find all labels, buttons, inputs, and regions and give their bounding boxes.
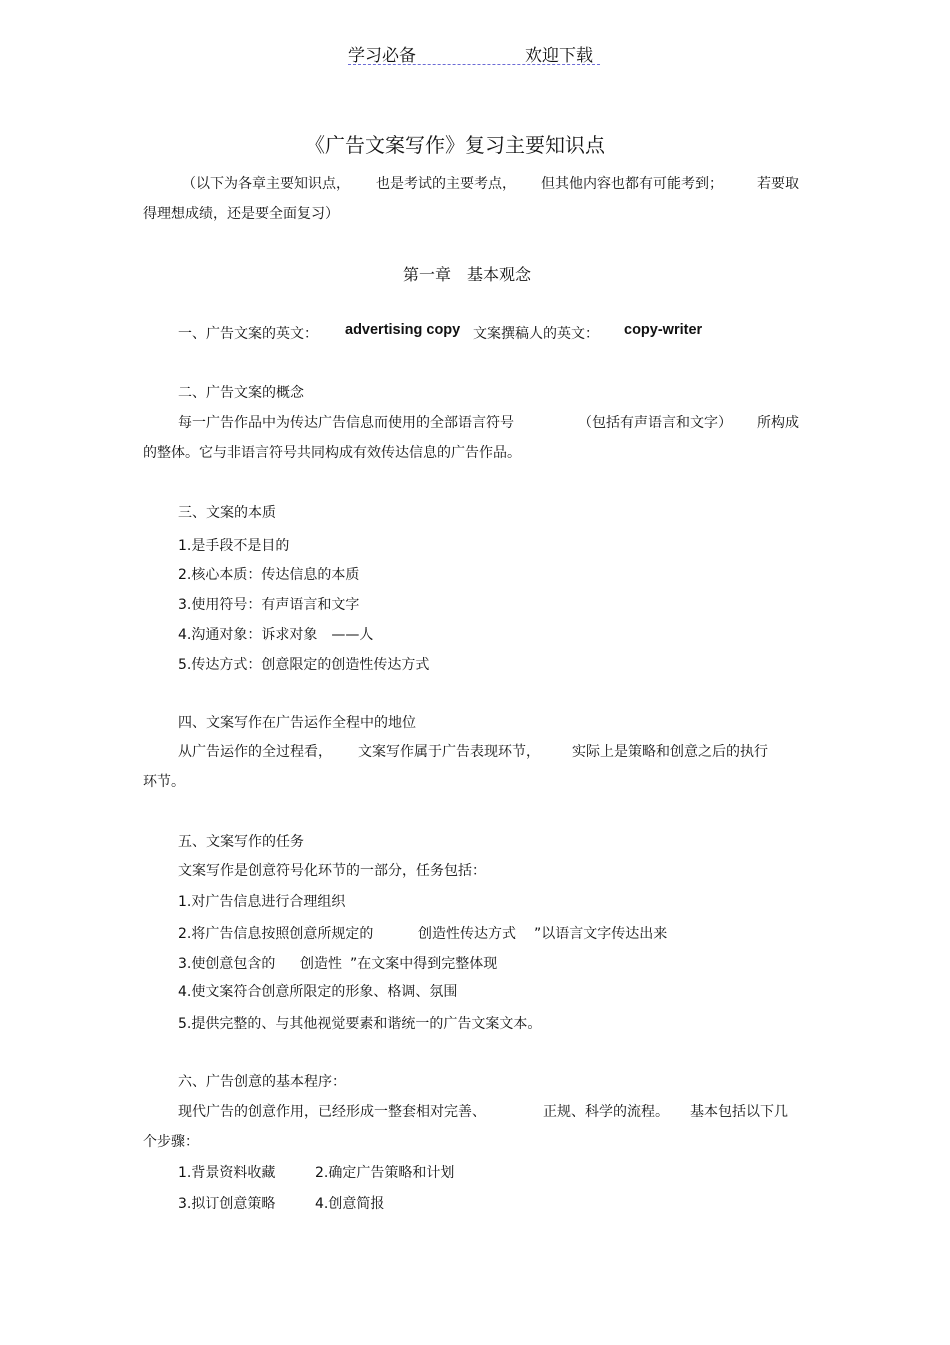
- s3-heading: 三、文案的本质: [178, 505, 276, 521]
- intro-line-2: 得理想成绩，还是要全面复习）: [143, 206, 339, 222]
- s5-item-4: 4.使文案符合创意所限定的形象、格调、氛围: [178, 984, 458, 1000]
- s6-para-part-1: 现代广告的创意作用，已经形成一整套相对完善、: [178, 1104, 486, 1120]
- document-title: 《广告文案写作》复习主要知识点: [305, 133, 605, 157]
- intro-part-3: 但其他内容也都有可能考到；: [541, 176, 723, 192]
- s5-heading: 五、文案写作的任务: [178, 834, 304, 850]
- s6-para-line-2: 个步骤：: [143, 1134, 199, 1150]
- s5-item-2-part-3: ”以语言文字传达出来: [534, 926, 668, 942]
- s5-item-3-part-3: ”在文案中得到完整体现: [350, 956, 498, 972]
- s6-step-2: 2.确定广告策略和计划: [315, 1165, 455, 1181]
- s6-para-part-3: 基本包括以下几: [690, 1104, 788, 1120]
- s4-para-part-3: 实际上是策略和创意之后的执行: [572, 744, 768, 760]
- s5-item-2-part-1: 2.将广告信息按照创意所规定的: [178, 926, 374, 942]
- s6-step-3: 3.拟订创意策略: [178, 1196, 276, 1212]
- intro-part-1: （以下为各章主要知识点，: [182, 176, 350, 192]
- s5-item-3-part-1: 3.使创意包含的: [178, 956, 276, 972]
- s6-step-1: 1.背景资料收藏: [178, 1165, 276, 1181]
- s5-item-3-part-2: 创造性: [300, 956, 342, 972]
- s1-label-2: 文案撰稿人的英文：: [473, 326, 599, 342]
- s6-para-part-2: 正规、科学的流程。: [543, 1104, 669, 1120]
- s3-item: 3.使用符号：有声语言和文字: [178, 597, 360, 613]
- s3-item: 4.沟通对象：诉求对象 ——人: [178, 627, 374, 643]
- chapter-heading: 第一章 基本观念: [403, 265, 532, 284]
- s4-para-part-2: 文案写作属于广告表现环节，: [358, 744, 540, 760]
- s2-heading: 二、广告文案的概念: [178, 385, 304, 401]
- intro-part-2: 也是考试的主要考点，: [376, 176, 516, 192]
- s1-english-2: copy-writer: [624, 322, 703, 338]
- s5-intro: 文案写作是创意符号化环节的一部分，任务包括：: [178, 863, 486, 879]
- s3-item: 1.是手段不是目的: [178, 538, 290, 554]
- s4-para-line-2: 环节。: [143, 774, 185, 790]
- s2-para-part-1: 每一广告作品中为传达广告信息而使用的全部语言符号: [178, 415, 514, 431]
- s1-english-1: advertising copy: [345, 322, 461, 338]
- s3-item: 2.核心本质：传达信息的本质: [178, 567, 360, 583]
- s5-item-1: 1.对广告信息进行合理组织: [178, 894, 346, 910]
- s4-heading: 四、文案写作在广告运作全程中的地位: [178, 715, 416, 731]
- header-right: 欢迎下载: [525, 46, 593, 66]
- s2-para-part-2: （包括有声语言和文字）: [578, 415, 732, 431]
- s5-item-2-part-2: 创造性传达方式: [418, 926, 516, 942]
- s4-para-part-1: 从广告运作的全过程看，: [178, 744, 332, 760]
- s1-label-1: 一、广告文案的英文：: [178, 326, 318, 342]
- s3-item: 5.传达方式：创意限定的创造性传达方式: [178, 657, 430, 673]
- intro-part-4: 若要取: [757, 176, 799, 192]
- s6-step-4: 4.创意简报: [315, 1196, 385, 1212]
- s2-para-line-2: 的整体。它与非语言符号共同构成有效传达信息的广告作品。: [143, 445, 521, 461]
- header-divider: [348, 64, 600, 65]
- s5-item-5: 5.提供完整的、与其他视觉要素和谐统一的广告文案文本。: [178, 1016, 542, 1032]
- header-left: 学习必备: [348, 46, 416, 66]
- s6-heading: 六、广告创意的基本程序：: [178, 1074, 346, 1090]
- s2-para-part-3: 所构成: [757, 415, 799, 431]
